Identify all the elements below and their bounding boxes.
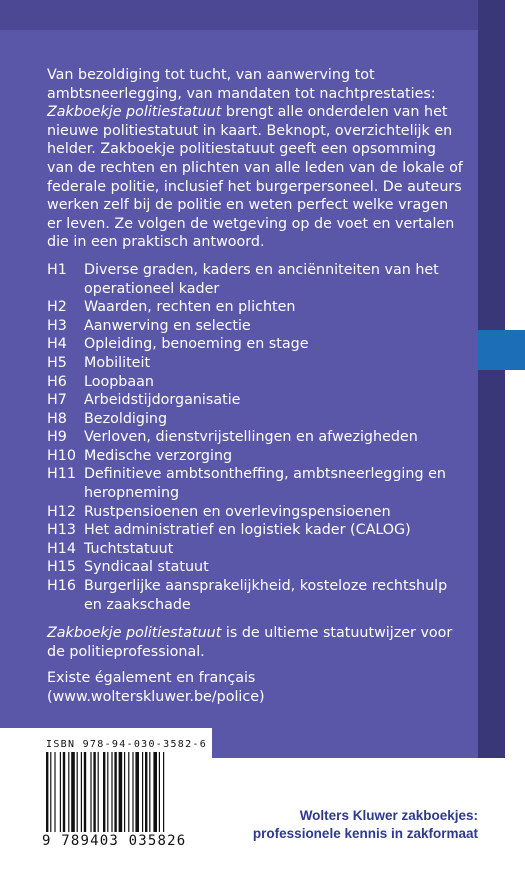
barcode-bar (128, 752, 129, 832)
chapter-title: Rustpensioenen en overlevingspensioenen (84, 503, 391, 520)
barcode-bar (119, 752, 123, 832)
chapter-title: Arbeidstijdorganisatie (84, 392, 241, 409)
chapter-title: Syndicaal statuut (84, 559, 209, 576)
chapter-number: H13 (47, 522, 76, 539)
chapter-number: H9 (47, 429, 67, 446)
chapter-title: Medische verzorging (84, 447, 233, 464)
barcode-bar (46, 752, 48, 832)
chapter-number: H6 (47, 373, 67, 390)
chapter-title: Opleiding, benoeming en stage (84, 336, 309, 353)
barcode-bar (63, 752, 65, 832)
chapter-title: Waarden, rechten en plichten (84, 299, 296, 316)
closing-book-title: Zakboekje politiestatuut (47, 625, 222, 642)
chapter-number: H16 (47, 578, 76, 595)
chapter-number: H5 (47, 354, 67, 371)
barcode-bar (54, 752, 55, 832)
right-color-strip (478, 0, 505, 758)
chapter-item (47, 410, 465, 429)
intro-rest: brengt alle onderdelen van het nieuwe politiestatuut in kaart. Beknopt, overzichtelijk en helder. Zakboekje politiestatuut geeft een opsomming van de rechten en plichten van alle leden van de lokale of federale politie, inclusief het burgerpersoneel. De auteurs werken zelf bij de politie en weten perfect welke vragen er leven. Ze volgen de wetgeving op de voet en vertalen die in een praktisch antwoord. (47, 104, 463, 251)
barcode-bar (60, 752, 61, 832)
barcode-bar (103, 752, 105, 832)
french-url: (www.wolterskluwer.be/police) (47, 689, 265, 705)
barcode-bar (50, 752, 51, 832)
barcode-bar (81, 752, 82, 832)
chapter-number: H12 (47, 503, 76, 520)
chapter-item (47, 391, 465, 410)
chapter-title: Aanwerving en selectie (84, 317, 251, 334)
chapter-item (47, 354, 465, 373)
chapter-item (47, 261, 465, 298)
chapter-item (47, 317, 465, 336)
closing-rest: is de ultieme statuutwijzer voor de politieprofessional. (47, 625, 453, 660)
intro-lead: Van bezoldiging tot tucht, van aanwerving tot ambtsneerlegging, van mandaten tot nachtprestaties: (47, 67, 436, 102)
barcode (42, 739, 212, 851)
chapter-title: Definitieve ambtsontheffing, ambtsneerlegging en heropneming (84, 466, 446, 502)
blue-accent-block (478, 330, 525, 370)
barcode-bars (46, 752, 208, 832)
chapter-item (47, 558, 465, 577)
barcode-bar (68, 752, 69, 832)
barcode-bar (132, 752, 133, 832)
chapter-item (47, 298, 465, 317)
chapter-title: Loopbaan (84, 373, 154, 390)
chapter-item (47, 521, 465, 540)
barcode-bar (77, 752, 78, 832)
chapter-title: Bezoldiging (84, 410, 168, 427)
intro-book-title: Zakboekje politiestatuut (47, 104, 222, 121)
barcode-bar (107, 752, 108, 832)
top-band (0, 0, 505, 30)
barcode-bar (90, 752, 91, 832)
chapter-title: Diverse graden, kaders en anciënniteiten van het operationeel kader (84, 261, 439, 297)
chapter-number: H8 (47, 410, 67, 427)
chapter-title: Het administratief en logistiek kader (CALOG) (84, 522, 411, 539)
chapter-number: H14 (47, 540, 76, 557)
chapter-item (47, 373, 465, 392)
chapter-title: Mobiliteit (84, 354, 151, 371)
french-edition-note (47, 669, 465, 706)
isbn-label: ISBN 978-94-030-3582-6 (46, 739, 208, 750)
publisher-tagline-1: Wolters Kluwer zakboekjes: (299, 808, 478, 823)
chapter-number: H10 (47, 447, 76, 464)
barcode-digits: 9 789403 035826 (42, 833, 187, 849)
barcode-bar (142, 752, 143, 832)
chapter-title: Verloven, dienstvrijstellingen en afwezigheden (84, 429, 418, 446)
barcode-bar (163, 752, 164, 832)
barcode-bar (71, 752, 75, 832)
chapter-item (47, 503, 465, 522)
barcode-bar (111, 752, 112, 832)
barcode-bar (124, 752, 125, 832)
chapter-number: H4 (47, 336, 67, 353)
chapter-item (47, 465, 465, 502)
barcode-bar (93, 752, 95, 832)
chapter-number: H1 (47, 261, 67, 278)
chapter-title: Tuchtstatuut (84, 540, 174, 557)
barcode-bar (135, 752, 139, 832)
chapter-number: H11 (47, 466, 76, 483)
chapter-item (47, 428, 465, 447)
chapter-number: H15 (47, 559, 76, 576)
barcode-bar (145, 752, 147, 832)
chapter-title: Burgerlijke aansprakelijkheid, kosteloze rechtshulp en zaakschade (84, 578, 448, 613)
chapter-number: H2 (47, 299, 67, 316)
barcode-bar (84, 752, 86, 832)
barcode-bar (114, 752, 116, 832)
barcode-bar (149, 752, 150, 832)
closing-paragraph (47, 624, 465, 661)
barcode-bar (159, 752, 160, 832)
chapter-number: H7 (47, 392, 67, 409)
barcode-bar (98, 752, 99, 832)
back-cover-text (47, 66, 465, 707)
chapter-item (47, 447, 465, 466)
chapter-list (47, 261, 465, 614)
chapter-item (47, 540, 465, 559)
intro-paragraph (47, 66, 465, 252)
chapter-item (47, 335, 465, 354)
chapter-item (47, 577, 465, 614)
barcode-bar (153, 752, 157, 832)
french-line: Existe également en français (47, 670, 256, 687)
chapter-number: H3 (47, 317, 67, 334)
publisher-tagline-2: professionele kennis in zakformaat (252, 826, 478, 841)
